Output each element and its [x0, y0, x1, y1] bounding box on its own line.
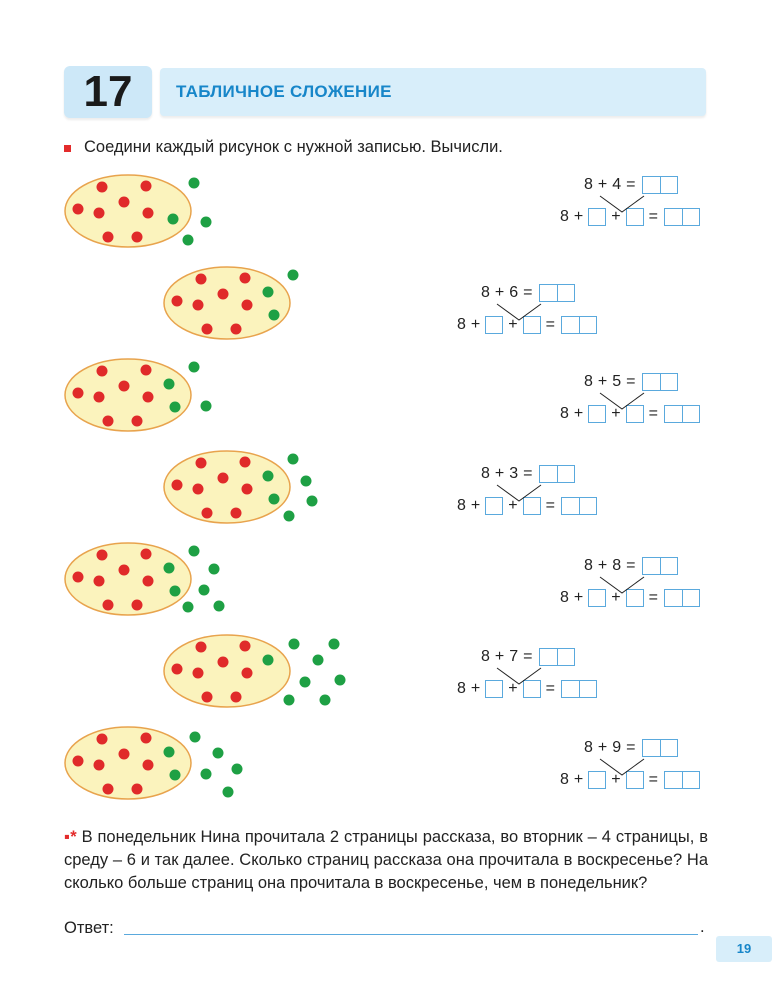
decomposition-fork [558, 555, 708, 615]
picture-6[interactable] [164, 635, 346, 707]
eq-first: 8 [457, 497, 466, 514]
lesson-title: ТАБЛИЧНОЕ СЛОЖЕНИЕ [176, 82, 392, 101]
eq-first: 8 [584, 739, 593, 756]
equation-3 [558, 371, 700, 425]
eq-first: 8 [560, 589, 569, 606]
eq-equals: = [626, 739, 636, 756]
eq-plus: + [573, 589, 584, 606]
decomposition-fork [558, 174, 708, 234]
eq-second: 3 [509, 465, 519, 482]
eq-second: 7 [509, 648, 519, 665]
eq-equals: = [626, 373, 636, 390]
eq-second: 6 [509, 284, 519, 301]
eq-plus: + [611, 589, 621, 606]
eq-plus: + [494, 465, 505, 482]
eq-first: 8 [560, 208, 569, 225]
eq-equals: = [545, 497, 555, 514]
equation-2 [455, 282, 597, 336]
eq-equals: = [648, 405, 658, 422]
eq-plus: + [470, 680, 481, 697]
task2-problem [64, 826, 708, 895]
eq-equals: = [545, 316, 555, 333]
eq-plus: + [611, 208, 621, 225]
picture-7[interactable] [65, 727, 243, 799]
eq-plus: + [508, 316, 518, 333]
task2-marker: ▪* [64, 828, 77, 846]
picture-4[interactable] [164, 451, 318, 523]
eq-plus: + [573, 405, 584, 422]
eq-equals: = [523, 648, 533, 665]
eq-plus: + [470, 316, 481, 333]
eq-first: 8 [584, 557, 593, 574]
equation-4 [455, 463, 597, 517]
eq-equals: = [626, 557, 636, 574]
eq-first: 8 [584, 373, 593, 390]
equation-5 [558, 555, 700, 609]
eq-plus: + [597, 176, 608, 193]
eq-plus: + [597, 373, 608, 390]
eq-plus: + [573, 771, 584, 788]
page-number: 19 [716, 936, 772, 962]
eq-equals: = [523, 465, 533, 482]
eq-second: 9 [612, 739, 622, 756]
eq-first: 8 [481, 648, 490, 665]
eq-first: 8 [457, 680, 466, 697]
eq-second: 8 [612, 557, 622, 574]
equation-7 [558, 737, 700, 791]
equation-1 [558, 174, 700, 228]
eq-equals: = [648, 771, 658, 788]
answer-end: . [700, 918, 705, 936]
eq-plus: + [494, 648, 505, 665]
eq-first: 8 [481, 465, 490, 482]
picture-3[interactable] [65, 359, 212, 431]
decomposition-fork [455, 282, 605, 342]
decomposition-fork [558, 371, 708, 431]
lesson-number: 17 [64, 66, 152, 118]
eq-equals: = [626, 176, 636, 193]
eq-first: 8 [584, 176, 593, 193]
answer-line[interactable] [124, 934, 698, 935]
picture-5[interactable] [65, 543, 225, 615]
task2-text: В понедельник Нина прочитала 2 страницы рассказа, во вторник – 4 страницы, в среду – 6 и так далее. Сколько страниц рассказа она прочитала в воскресенье? На сколько больше страниц она прочитала в воскресенье, чем в понедельник? [64, 828, 708, 892]
decomposition-fork [455, 646, 605, 706]
answer-label: Ответ: [64, 919, 114, 937]
eq-equals: = [648, 589, 658, 606]
decomposition-fork [455, 463, 605, 523]
eq-plus: + [508, 680, 518, 697]
eq-equals: = [648, 208, 658, 225]
eq-plus: + [597, 739, 608, 756]
eq-plus: + [611, 405, 621, 422]
eq-equals: = [545, 680, 555, 697]
task1-instruction: Соедини каждый рисунок с нужной записью. Вычисли. [84, 138, 503, 156]
eq-first: 8 [481, 284, 490, 301]
eq-second: 5 [612, 373, 622, 390]
picture-2[interactable] [164, 267, 299, 339]
eq-plus: + [494, 284, 505, 301]
eq-first: 8 [457, 316, 466, 333]
eq-plus: + [508, 497, 518, 514]
eq-plus: + [573, 208, 584, 225]
eq-equals: = [523, 284, 533, 301]
eq-first: 8 [560, 771, 569, 788]
eq-plus: + [597, 557, 608, 574]
eq-first: 8 [560, 405, 569, 422]
equation-6 [455, 646, 597, 700]
eq-plus: + [470, 497, 481, 514]
picture-1[interactable] [65, 175, 212, 247]
eq-second: 4 [612, 176, 622, 193]
decomposition-fork [558, 737, 708, 797]
eq-plus: + [611, 771, 621, 788]
